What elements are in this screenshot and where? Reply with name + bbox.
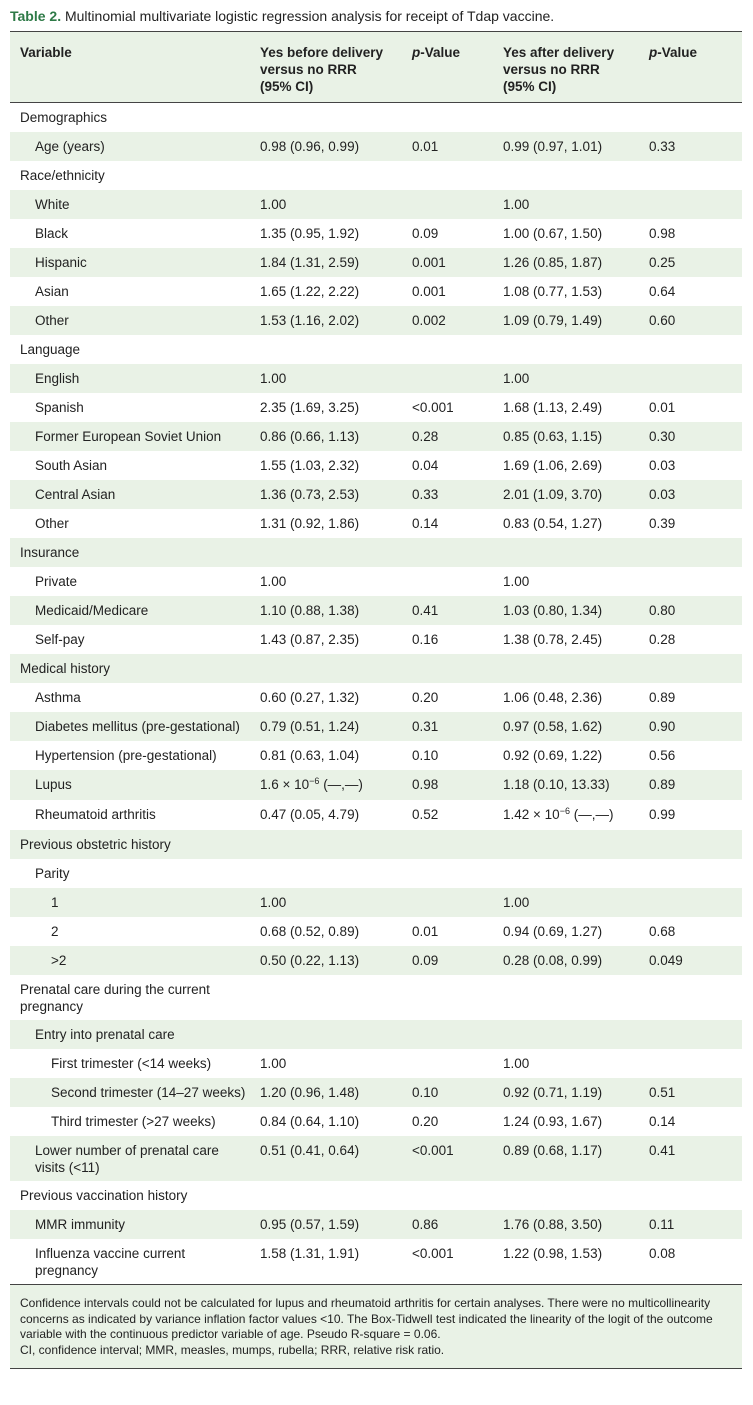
table-row [10,190,742,219]
table-caption [10,6,745,26]
p-value-before-cell: 0.86 [402,1210,493,1239]
p-value-before-cell: 0.09 [402,946,493,975]
table-row [10,1210,742,1239]
p-value-after-cell [639,335,742,364]
p-value-before-cell: 0.33 [402,480,493,509]
table-row [10,219,742,248]
variable-cell: Other [35,516,69,531]
p-value-after-cell: 0.80 [639,596,742,625]
p-value-before-cell [402,364,493,393]
p-value-after-cell: 0.25 [639,248,742,277]
rrr-before-cell [250,161,402,190]
variable-cell: South Asian [35,458,108,473]
rrr-before-cell [250,335,402,364]
rrr-after-cell: 0.28 (0.08, 0.99) [493,946,639,975]
rrr-before-cell: 1.00 [250,190,402,219]
table-section-row [10,103,742,133]
variable-cell: English [10,364,250,393]
rrr-after-cell [493,1020,639,1049]
header-p-value-before: p-Value [402,32,493,103]
variable-cell: Previous obstetric history [10,830,250,859]
variable-cell: Age (years) [10,132,250,161]
table-section-row [10,335,742,364]
variable-cell: Second trimester (14–27 weeks) [10,1078,250,1107]
p-value-after-cell: 0.89 [639,770,742,800]
variable-cell: First trimester (<14 weeks) [51,1056,212,1071]
rrr-before-cell: 1.00 [260,574,287,589]
rrr-before-cell: 0.95 (0.57, 1.59) [250,1210,402,1239]
p-value-after-cell [639,567,742,596]
rrr-after-cell: 1.03 (0.80, 1.34) [493,596,639,625]
variable-cell: Asian [35,284,69,299]
p-value-before-cell: 0.98 [402,770,493,800]
p-value-before-cell [402,830,493,859]
rrr-after-cell: 2.01 (1.09, 3.70) [493,480,639,509]
rrr-before-cell [250,1020,402,1049]
p-value-before-cell: 0.001 [412,284,446,299]
rrr-before-cell: 0.79 (0.51, 1.24) [250,712,402,741]
rrr-before-cell: 1.58 (1.31, 1.91) [250,1239,402,1285]
p-value-after-cell: 0.56 [649,748,676,763]
rrr-before-cell: 1.65 (1.22, 2.22) [260,284,360,299]
p-value-before-cell [402,1020,493,1049]
rrr-after-cell [493,859,639,888]
rrr-before-cell: 0.60 (0.27, 1.32) [260,690,360,705]
table-row [10,946,742,975]
table-row [10,770,742,800]
rrr-after-cell: 1.00 [493,190,639,219]
variable-cell: Lupus [10,770,250,800]
variable-cell: Influenza vaccine current pregnancy [10,1239,250,1285]
rrr-before-cell: 1.20 (0.96, 1.48) [250,1078,402,1107]
table-row [10,451,742,480]
p-value-after-cell: 0.64 [649,284,676,299]
rrr-after-cell: 1.00 [493,888,639,917]
rrr-before-cell [250,538,402,567]
variable-cell: White [10,190,250,219]
rrr-before-cell: 0.81 (0.63, 1.04) [260,748,360,763]
table-row [10,509,742,538]
p-value-before-cell: <0.001 [412,400,454,415]
rrr-before-cell [250,103,402,133]
footnote-notes: Confidence intervals could not be calculated for lupus and rheumatoid arthritis for certain analyses. There were no multicollinearity concerns as indicated by variance inflation factor values <10. The Box-Tidwell test indicated the linearity of the logit of the outcome variable with the continuous predictor variable of age. Pseudo R-square = 0.06. [20,1296,713,1341]
rrr-before-cell: 1.84 (1.31, 2.59) [250,248,402,277]
table-section-row [10,975,742,1020]
table-section-row [10,654,742,683]
p-value-before-cell: <0.001 [402,1239,493,1285]
rrr-after-cell [493,161,639,190]
p-value-before-cell [402,103,493,133]
rrr-before-cell: 1.55 (1.03, 2.32) [260,458,360,473]
p-value-before-cell [402,654,493,683]
variable-cell: Spanish [35,400,84,415]
rrr-before-cell: 0.50 (0.22, 1.13) [250,946,402,975]
p-value-before-cell [402,1181,493,1210]
p-value-before-cell [402,335,493,364]
p-value-after-cell: 0.90 [639,712,742,741]
rrr-before-cell [250,859,402,888]
variable-cell: Private [35,574,78,589]
p-value-after-cell: 0.89 [649,690,676,705]
table-row [10,1107,742,1136]
p-value-before-cell: 0.20 [412,690,439,705]
p-value-before-cell: 0.10 [412,748,439,763]
rrr-after-cell: 0.94 (0.69, 1.27) [503,924,603,939]
rrr-after-cell: 0.92 (0.71, 1.19) [493,1078,639,1107]
table-number: Table 2. [10,8,62,24]
rrr-after-cell [493,103,639,133]
rrr-after-cell: 1.09 (0.79, 1.49) [493,306,639,335]
header-after-rrr: Yes after delivery versus no RRR (95% CI) [493,32,639,103]
p-value-before-cell: 0.16 [412,632,439,647]
table-row [10,132,742,161]
rrr-after-cell: 1.18 (0.10, 13.33) [493,770,639,800]
p-value-after-cell: 0.28 [649,632,676,647]
rrr-after-cell [493,1181,639,1210]
rrr-before-cell: $1.6 \times 10^{-6}$ (—,—) [250,770,402,800]
p-value-after-cell: 0.11 [639,1210,742,1239]
variable-cell: Previous vaccination history [20,1188,188,1203]
table-row [10,422,742,451]
table-row [10,1078,742,1107]
p-value-before-cell [402,975,493,1020]
table-row [10,480,742,509]
rrr-after-cell: 1.26 (0.85, 1.87) [493,248,639,277]
p-value-after-cell [639,538,742,567]
variable-cell: Black [35,226,69,241]
rrr-after-cell [493,975,639,1020]
p-value-before-cell [402,888,493,917]
table-row [10,596,742,625]
table-row [10,277,742,306]
p-value-before-cell [402,567,493,596]
variable-cell: Hypertension (pre-gestational) [35,748,217,763]
p-value-after-cell [639,830,742,859]
p-value-before-cell: 0.10 [402,1078,493,1107]
rrr-after-cell [493,830,639,859]
variable-cell: Self-pay [35,632,85,647]
p-value-after-cell: 0.08 [639,1239,742,1285]
variable-cell: Prenatal care during the current pregnancy [20,982,210,1014]
table-header [10,32,742,103]
rrr-after-cell: 0.99 (0.97, 1.01) [493,132,639,161]
table-section-row [10,1181,742,1210]
p-value-after-cell: 0.60 [639,306,742,335]
table-row [10,306,742,335]
rrr-after-cell: 1.38 (0.78, 2.45) [503,632,603,647]
p-value-after-cell: 0.03 [639,480,742,509]
table-row [10,683,742,712]
p-value-before-cell [402,161,493,190]
footnote-abbreviations: CI, confidence interval; MMR, measles, mumps, rubella; RRR, relative risk ratio. [20,1342,445,1357]
variable-cell: Rheumatoid arthritis [35,807,156,822]
p-value-before-cell: 0.002 [402,306,493,335]
p-value-after-cell: 0.51 [639,1078,742,1107]
rrr-after-cell [493,335,639,364]
table-row [10,712,742,741]
rrr-before-cell [250,654,402,683]
table-row [10,625,742,654]
table-title: Multinomial multivariate logistic regression analysis for receipt of Tdap vaccine. [64,8,555,24]
p-value-after-cell: 0.01 [649,400,676,415]
rrr-before-cell: 1.31 (0.92, 1.86) [260,516,360,531]
p-value-before-cell [402,1049,493,1078]
p-value-after-cell: 0.99 [649,807,676,822]
p-value-before-cell [402,538,493,567]
variable-cell: Language [20,342,81,357]
p-value-before-cell: 0.52 [412,807,439,822]
rrr-before-cell: 1.53 (1.16, 2.02) [250,306,402,335]
rrr-after-cell: 1.06 (0.48, 2.36) [503,690,603,705]
rrr-before-cell: 0.47 (0.05, 4.79) [260,807,360,822]
variable-cell: Central Asian [10,480,250,509]
variable-cell: Hispanic [10,248,250,277]
rrr-before-cell: 1.00 [260,1056,287,1071]
variable-cell: Third trimester (>27 weeks) [51,1114,216,1129]
table-section-row [10,161,742,190]
table-row [10,917,742,946]
variable-cell: Medical history [10,654,250,683]
p-value-after-cell [639,103,742,133]
p-value-before-cell [402,859,493,888]
table-row [10,567,742,596]
p-value-before-cell: 0.14 [412,516,439,531]
rrr-after-cell: 1.68 (1.13, 2.49) [503,400,603,415]
rrr-after-cell: 1.00 [493,364,639,393]
variable-cell: Other [10,306,250,335]
rrr-after-cell: 1.08 (0.77, 1.53) [503,284,603,299]
p-value-after-cell: 0.30 [639,422,742,451]
p-value-before-cell: 0.28 [402,422,493,451]
p-value-before-cell: <0.001 [402,1136,493,1181]
p-value-before-cell: 0.01 [412,924,439,939]
rrr-after-cell: 0.92 (0.69, 1.22) [503,748,603,763]
p-value-after-cell [639,1049,742,1078]
rrr-after-cell: 0.85 (0.63, 1.15) [493,422,639,451]
regression-table [10,31,742,1285]
rrr-before-cell: 1.43 (0.87, 2.35) [260,632,360,647]
rrr-before-cell: 0.68 (0.52, 0.89) [260,924,360,939]
variable-cell: Former European Soviet Union [10,422,250,451]
p-value-after-cell [639,975,742,1020]
table-row [10,1049,742,1078]
p-value-after-cell [639,859,742,888]
variable-cell: Diabetes mellitus (pre-gestational) [10,712,250,741]
variable-cell: Medicaid/Medicare [10,596,250,625]
p-value-after-cell: 0.41 [639,1136,742,1181]
rrr-before-cell [250,830,402,859]
p-value-before-cell [402,190,493,219]
variable-cell: Insurance [10,538,250,567]
variable-cell: Demographics [20,110,108,125]
p-value-after-cell: 0.14 [649,1114,676,1129]
table-section-row [10,538,742,567]
rrr-before-cell: 0.51 (0.41, 0.64) [250,1136,402,1181]
variable-cell: MMR immunity [10,1210,250,1239]
rrr-after-cell: 1.24 (0.93, 1.67) [503,1114,603,1129]
header-p-value-after: p-Value [639,32,742,103]
p-value-after-cell: 0.39 [649,516,676,531]
rrr-after-cell [493,538,639,567]
p-value-before-cell: 0.31 [402,712,493,741]
table-row [10,1239,742,1285]
table-row [10,800,742,830]
variable-cell: Asthma [35,690,81,705]
p-value-before-cell: 0.04 [412,458,439,473]
rrr-after-cell: 1.00 [503,574,530,589]
header-variable: Variable [10,32,250,103]
table-row [10,1136,742,1181]
table-footnote [10,1285,742,1369]
table-row [10,888,742,917]
p-value-after-cell [639,654,742,683]
p-value-after-cell: 0.98 [649,226,676,241]
rrr-before-cell: 0.86 (0.66, 1.13) [250,422,402,451]
p-value-after-cell: 0.049 [639,946,742,975]
p-value-before-cell: 0.001 [402,248,493,277]
p-value-before-cell: 0.01 [402,132,493,161]
table-row [10,741,742,770]
rrr-before-cell: 2.35 (1.69, 3.25) [260,400,360,415]
rrr-before-cell [250,975,402,1020]
p-value-before-cell: 0.09 [412,226,439,241]
rrr-after-cell: 0.89 (0.68, 1.17) [493,1136,639,1181]
rrr-after-cell [493,654,639,683]
rrr-before-cell: 1.00 [250,888,402,917]
rrr-after-cell: 0.97 (0.58, 1.62) [493,712,639,741]
variable-cell: Race/ethnicity [20,168,105,183]
regression-table-container [10,31,742,1369]
p-value-after-cell: 0.68 [649,924,676,939]
variable-cell: 1 [10,888,250,917]
rrr-before-cell [250,1181,402,1210]
p-value-before-cell: 0.41 [402,596,493,625]
rrr-before-cell: 1.10 (0.88, 1.38) [250,596,402,625]
rrr-after-cell: 1.00 [503,1056,530,1071]
table-section-row [10,859,742,888]
p-value-after-cell [639,888,742,917]
table-section-row [10,1020,742,1049]
rrr-after-cell: 1.22 (0.98, 1.53) [493,1239,639,1285]
p-value-after-cell [639,190,742,219]
rrr-after-cell: $1.42 \times 10^{-6}$ (—,—) [503,806,614,822]
variable-cell: Lower number of prenatal care visits (<11) [10,1136,250,1181]
p-value-before-cell: 0.20 [412,1114,439,1129]
rrr-after-cell: 1.00 (0.67, 1.50) [503,226,603,241]
p-value-after-cell [639,161,742,190]
table-row [10,364,742,393]
variable-cell: >2 [10,946,250,975]
header-before-rrr: Yes before delivery versus no RRR (95% CI) [250,32,402,103]
rrr-before-cell: 0.84 (0.64, 1.10) [260,1114,360,1129]
table-row [10,393,742,422]
p-value-after-cell [639,364,742,393]
rrr-before-cell: 1.35 (0.95, 1.92) [260,226,360,241]
p-value-after-cell: 0.33 [639,132,742,161]
p-value-after-cell [639,1020,742,1049]
table-row [10,248,742,277]
variable-cell: Entry into prenatal care [10,1020,250,1049]
rrr-before-cell: 1.00 [250,364,402,393]
p-value-after-cell: 0.03 [649,458,676,473]
table-body [10,103,742,1285]
p-value-after-cell [639,1181,742,1210]
variable-cell: 2 [51,924,59,939]
variable-cell: Parity [35,866,70,881]
table-section-row [10,830,742,859]
rrr-before-cell: 0.98 (0.96, 0.99) [250,132,402,161]
rrr-after-cell: 0.83 (0.54, 1.27) [503,516,603,531]
rrr-after-cell: 1.76 (0.88, 3.50) [493,1210,639,1239]
rrr-before-cell: 1.36 (0.73, 2.53) [250,480,402,509]
rrr-after-cell: 1.69 (1.06, 2.69) [503,458,603,473]
